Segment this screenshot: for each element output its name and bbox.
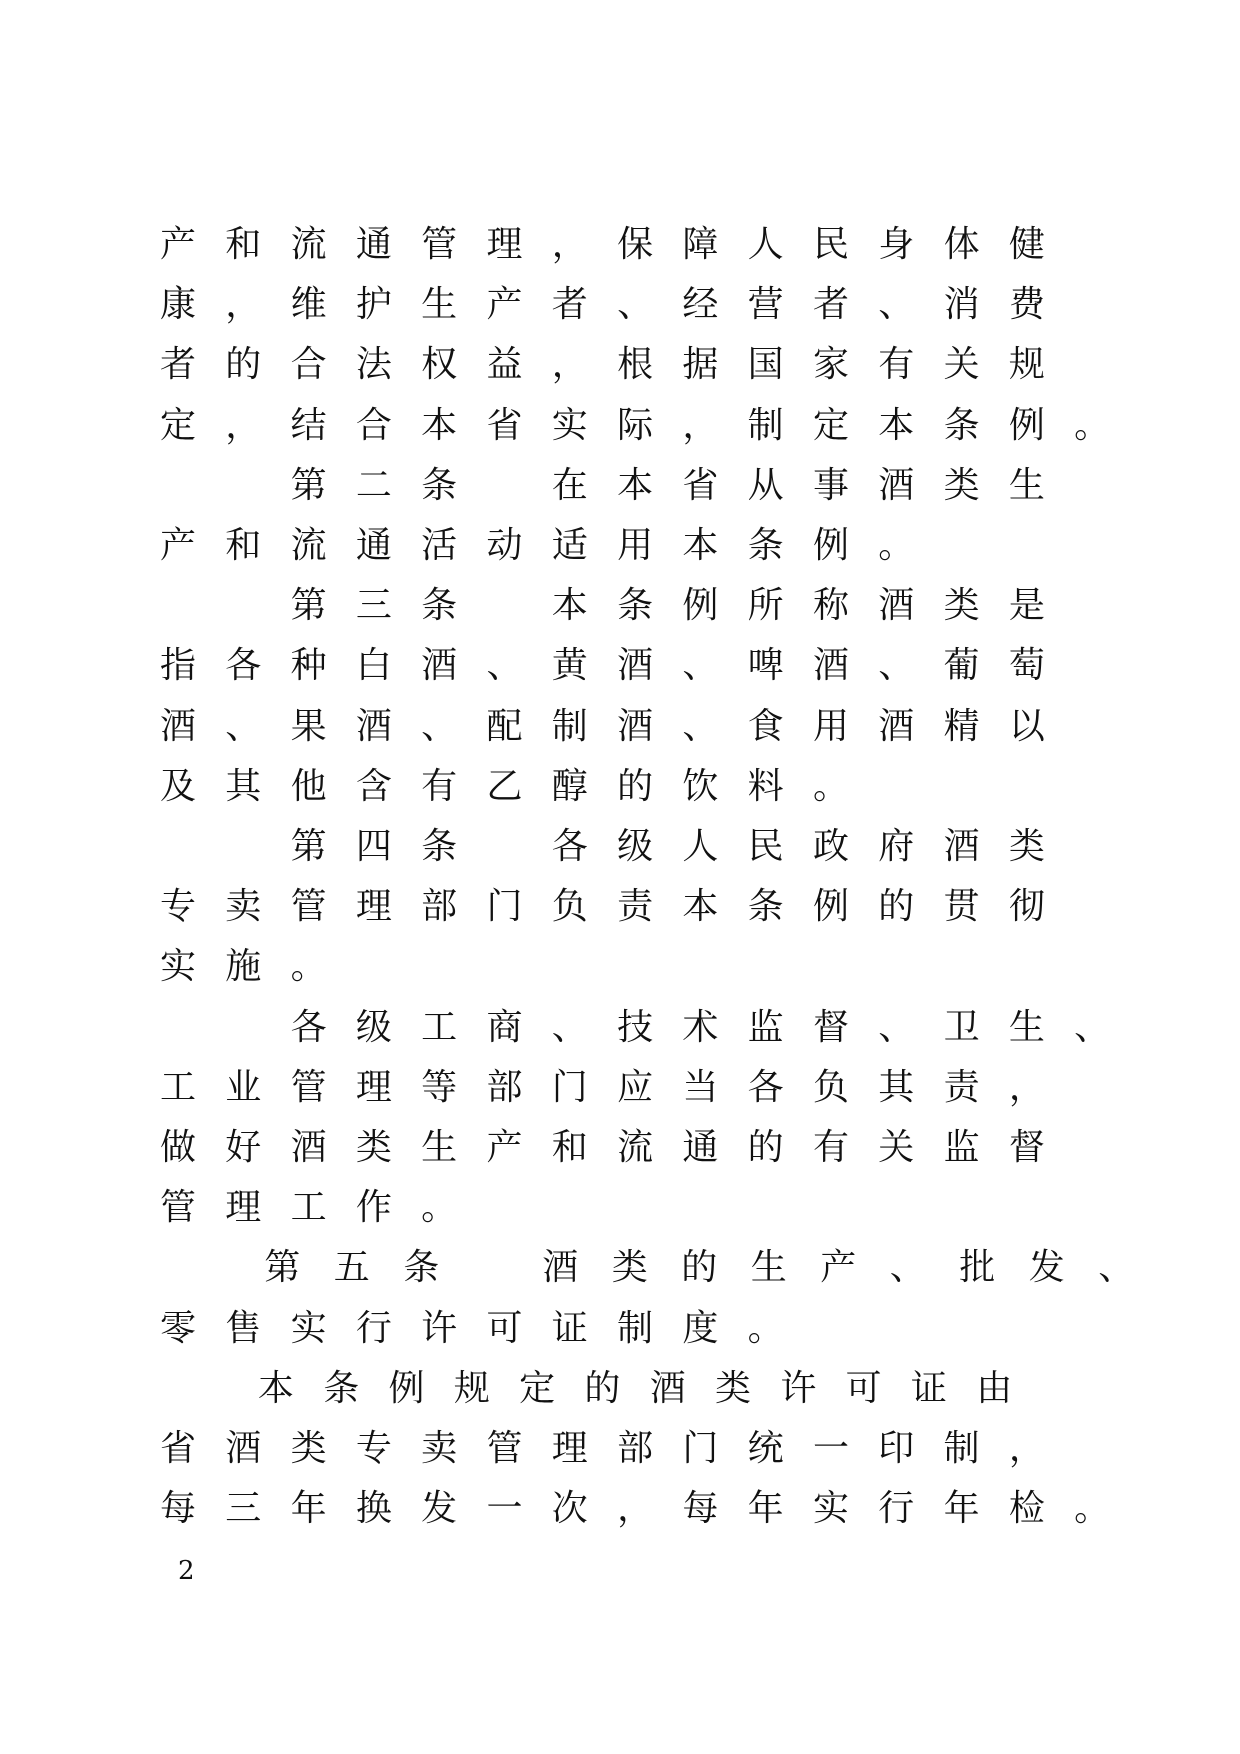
text-line: 专 卖 管 理 部 门 负 责 本 条 例 的 贯 彻 bbox=[159, 886, 1045, 928]
article-heading-line: 第 五 条 酒 类 的 生 产 、 批 发 、 bbox=[264, 1247, 1135, 1289]
text-line: 做 好 酒 类 生 产 和 流 通 的 有 关 监 督 bbox=[159, 1127, 1045, 1168]
paragraph-start-line: 各 级 工 商 、 技 术 监 督 、 卫 生 、 bbox=[290, 1006, 1111, 1048]
text-line: 产 和 流 通 活 动 适 用 本 条 例 。 bbox=[159, 525, 915, 566]
text-line: 产 和 流 通 管 理 ， 保 障 人 民 身 体 健 bbox=[159, 224, 1045, 265]
text-line: 康 ， 维 护 生 产 者 、 经 营 者 、 消 费 bbox=[159, 284, 1045, 326]
text-line: 每 三 年 换 发 一 次 ， 每 年 实 行 年 检 。 bbox=[159, 1488, 1111, 1530]
text-line: 指 各 种 白 酒 、 黄 酒 、 啤 酒 、 葡 萄 bbox=[159, 645, 1045, 687]
text-line: 管 理 工 作 。 bbox=[159, 1187, 458, 1229]
text-line: 定 ， 结 合 本 省 实 际 ， 制 定 本 条 例 。 bbox=[159, 404, 1111, 446]
paragraph-start-line: 本 条 例 规 定 的 酒 类 许 可 证 由 bbox=[257, 1367, 1013, 1409]
text-line: 实 施 。 bbox=[159, 946, 327, 988]
text-line: 工 业 管 理 等 部 门 应 当 各 负 其 责 ， bbox=[159, 1066, 1045, 1108]
page-number: 2 bbox=[178, 1556, 195, 1586]
article-heading-line: 第 四 条 各 级 人 民 政 府 酒 类 bbox=[290, 826, 1045, 867]
article-heading-line: 第 三 条 本 条 例 所 称 酒 类 是 bbox=[290, 585, 1045, 627]
text-line: 零 售 实 行 许 可 证 制 度 。 bbox=[159, 1307, 784, 1349]
text-line: 省 酒 类 专 卖 管 理 部 门 统 一 印 制 ， bbox=[159, 1428, 1045, 1469]
article-heading-line: 第 二 条 在 本 省 从 事 酒 类 生 bbox=[290, 464, 1045, 506]
text-line: 酒 、 果 酒 、 配 制 酒 、 食 用 酒 精 以 bbox=[159, 705, 1045, 747]
text-line: 及 其 他 含 有 乙 醇 的 饮 料 。 bbox=[159, 765, 849, 807]
text-line: 者 的 合 法 权 益 ， 根 据 国 家 有 关 规 bbox=[159, 344, 1045, 386]
